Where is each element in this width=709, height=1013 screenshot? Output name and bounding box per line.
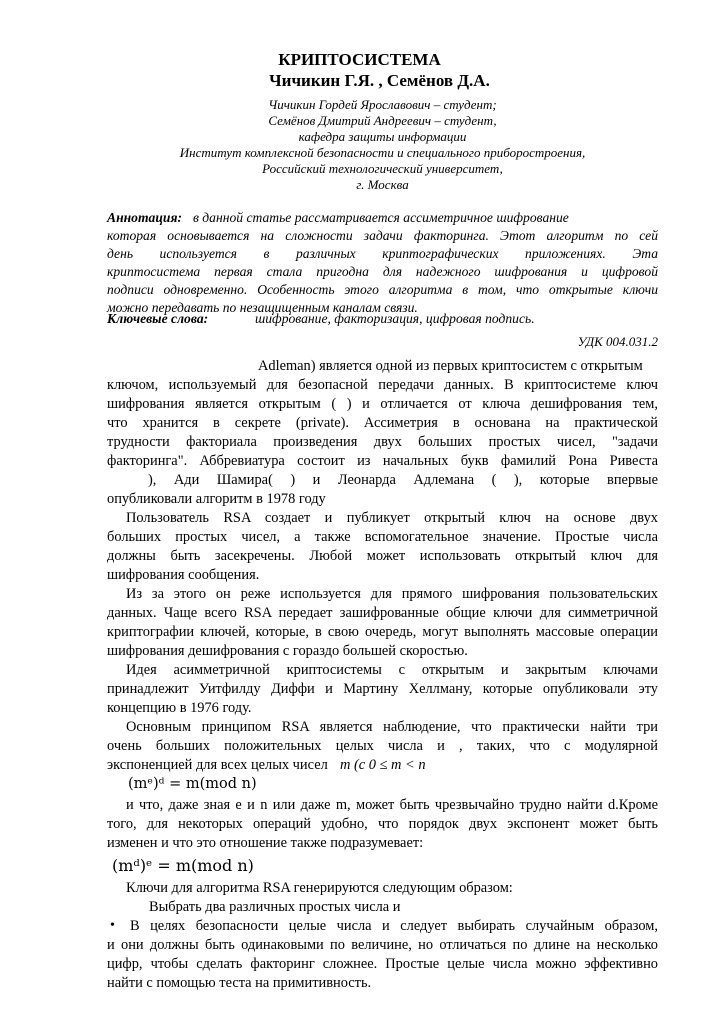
body-inline-math: m (с 0 ≤ m < n <box>340 757 426 773</box>
body-line: ), Ади Шамира( ) и Леонарда Адлемана ( ), которые впервые <box>148 472 658 488</box>
body-line: экспоненцией для всех целых чисел <box>107 757 328 773</box>
body-line: изменен и что это отношение также подразумевает: <box>107 835 424 851</box>
bullet-icon: • <box>110 918 115 933</box>
paper-authors: Чичикин Г.Я. , Семёнов Д.А. <box>269 71 490 90</box>
keywords-label: Ключевые слова: <box>107 311 209 326</box>
body-line: факторинга". Аббревиатура состоит из начальных букв фамилий Рона Ривеста <box>107 453 658 469</box>
udk-code: УДК 004.031.2 <box>577 334 658 349</box>
body-line: найти с помощью теста на примитивность. <box>107 975 372 991</box>
body-line: шифрования является открытым ( ) и отличается от ключа дешифрования тем, <box>107 396 658 412</box>
abstract-line: подписи одновременно. Особенность этого алгоритма в том, что открытые ключи <box>107 282 658 297</box>
abstract-line: день используется в различных криптографических приложениях. Эта <box>107 246 658 261</box>
body-line: опубликовали алгоритм в 1978 году <box>107 491 326 507</box>
body-line: данных. Чаще всего RSA передает зашифрованные общие ключи для симметричной <box>107 605 658 621</box>
body-line: концепцию в 1976 году. <box>107 700 252 716</box>
body-line: Ключи для алгоритма RSA генерируются следующим образом: <box>126 880 513 896</box>
affiliation-line: Семёнов Дмитрий Андреевич – студент, <box>268 113 497 128</box>
paper-title: КРИПТОСИСТЕМА <box>278 50 441 69</box>
body-line: шифрования дешифрования с гораздо большей скоростью. <box>107 643 468 659</box>
abstract-label: Аннотация: <box>107 210 182 225</box>
affiliation-line: Институт комплексной безопасности и специального приборостроения, <box>179 145 586 160</box>
body-line: Основным принципом RSA является наблюдение, что практически найти три <box>126 719 658 735</box>
body-line: ключом, используемый для безопасной передачи данных. В криптосистеме ключ <box>107 377 658 393</box>
body-line: что хранится в секрете (private). Ассиметрия в основана на практической <box>107 415 658 431</box>
abstract-line: криптосистема первая стала пригодна для надежного шифрования и цифровой <box>107 264 658 279</box>
body-line: того, для некоторых операций удобно, что порядок двух экспонент может быть <box>107 816 658 832</box>
abstract-line: в данной статье рассматривается ассиметричное шифрование <box>193 210 569 225</box>
body-line: Adleman) является одной из первых криптосистем с открытым <box>258 358 643 374</box>
body-line: криптографии ключей, которые, в свою очередь, могут выполнять массовые операции <box>107 624 658 640</box>
affiliation-line: Чичикин Гордей Ярославович – студент; <box>268 97 497 112</box>
abstract-line: можно передавать по незащищенным каналам связи. <box>107 300 418 315</box>
body-line: Пользователь RSA создает и публикует открытый ключ на основе двух <box>126 510 658 526</box>
formula-2: (mᵈ)ᵉ = m(mod n) <box>112 856 254 875</box>
affiliation-line: Российский технологический университет, <box>262 161 503 176</box>
body-line: больших простых чисел, а также вспомогательное значение. Простые числа <box>107 529 658 545</box>
formula-1: (mᵉ)ᵈ = m(mod n) <box>128 776 257 792</box>
body-line: Из за этого он реже используется для прямого шифрования пользовательских <box>126 586 658 602</box>
body-line: трудности факториала произведения двух больших простых чисел, "задачи <box>107 434 658 450</box>
body-line: очень больших положительных целых числа и , таких, что с модулярной <box>107 738 658 754</box>
body-line: цифр, чтобы сделать факторинг сложнее. Простые целые числа можно эффективно <box>107 956 658 972</box>
keywords-text: шифрование, факторизация, цифровая подпись. <box>255 311 535 326</box>
abstract-line: которая основывается на сложности задачи факторинга. Этот алгоритм по сей <box>107 228 658 243</box>
affiliation-line: г. Москва <box>356 177 409 192</box>
body-line: принадлежит Уитфилду Диффи и Мартину Хеллману, которые опубликовали эту <box>107 681 658 697</box>
body-line: В целях безопасности целые числа и следует выбирать случайным образом, <box>130 918 658 934</box>
body-line: шифрования сообщения. <box>107 567 260 583</box>
body-line: и они должны быть одинаковыми по величине, но отличаться по длине на несколько <box>107 937 658 953</box>
body-line: должны быть засекречены. Любой может использовать открытый ключ для <box>107 548 658 564</box>
body-line: Выбрать два различных простых числа и <box>149 899 401 915</box>
body-line: и что, даже зная e и n или даже m, может быть чрезвычайно трудно найти d.Кроме <box>126 797 658 813</box>
affiliation-line: кафедра защиты информации <box>298 129 467 144</box>
body-line: Идея асимметричной криптосистемы с открытым и закрытым ключами <box>126 662 658 678</box>
